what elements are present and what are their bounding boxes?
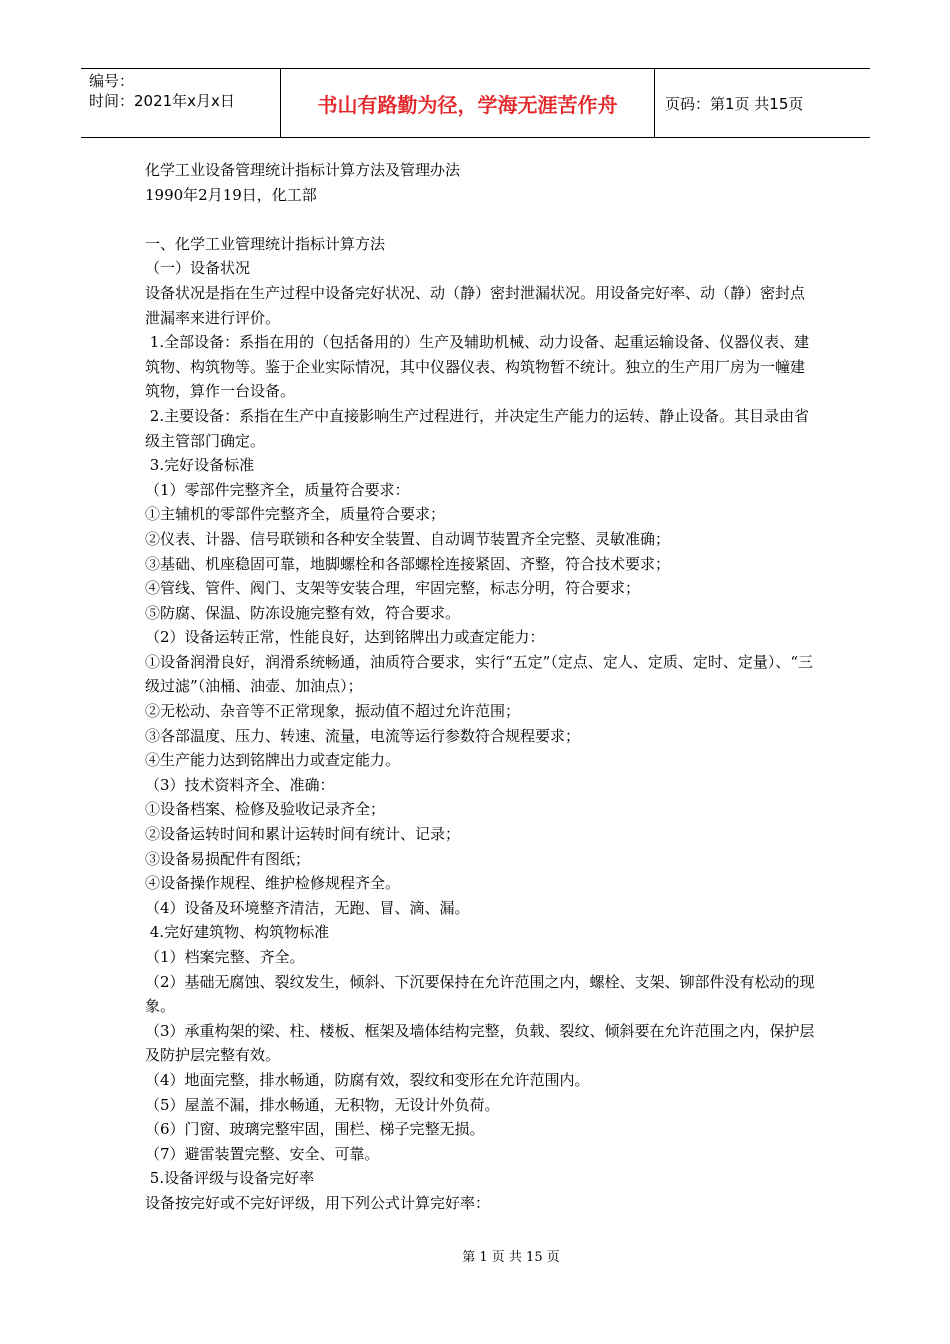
body-paragraph: ①主辅机的零部件完整齐全，质量符合要求； (145, 505, 446, 524)
body-paragraph: 2.主要设备：系指在生产中直接影响生产过程进行，并决定生产能力的运转、静止设备。其目录由省级主管部门确定。 (145, 406, 810, 450)
body-paragraph: 4.完好建筑物、构筑物标准 (145, 923, 330, 942)
body-paragraph: （3）承重构架的梁、柱、楼板、框架及墙体结构完整，负载、裂纹、倾斜要在允许范围之内，保护层及防护层完整有效。 (145, 1021, 815, 1065)
page-header (81, 68, 870, 138)
body-paragraph: ⑤防腐、保温、防冻设施完整有效，符合要求。 (145, 603, 461, 622)
body-paragraph: 5.设备评级与设备完好率 (145, 1169, 315, 1188)
body-paragraph: ①设备润滑良好，润滑系统畅通，油质符合要求，实行“五定”（定点、定人、定质、定时、定量）、“三级过滤”（油桶、油壶、加油点）； (145, 652, 814, 696)
document-body (145, 158, 815, 1216)
header-meta (81, 69, 281, 137)
body-paragraph: ③基础、机座稳固可靠，地脚螺栓和各部螺栓连接紧固、齐整，符合技术要求； (145, 554, 671, 573)
body-paragraph: ②仪表、计器、信号联锁和各种安全装置、自动调节装置齐全完整、灵敏准确； (145, 529, 671, 548)
body-paragraph: （7）避雷装置完整、安全、可靠。 (145, 1144, 380, 1163)
body-paragraph: （一）设备状况 (145, 259, 251, 278)
body-paragraph: ①设备档案、检修及验收记录齐全； (145, 800, 386, 819)
body-paragraph: （4）设备及环境整齐清洁，无跑、冒、滴、漏。 (145, 898, 470, 917)
document-number-label: 编号： (89, 72, 135, 90)
header-motto: 书山有路勤为径，学海无涯苦作舟 (281, 69, 655, 137)
body-paragraph: 3.完好设备标准 (145, 456, 255, 475)
body-paragraph: 1.全部设备：系指在用的（包括备用的）生产及辅助机械、动力设备、起重运输设备、仪器仪表、建筑物、构筑物等。鉴于企业实际情况，其中仪器仪表、构筑物暂不统计。独立的生产用厂房为一幢建筑物，算作一台设备。 (145, 333, 810, 401)
body-paragraph: （2）设备运转正常，性能良好，达到铭牌出力或查定能力： (145, 628, 545, 647)
body-paragraph: ④设备操作规程、维护检修规程齐全。 (145, 874, 401, 893)
body-paragraph: 化学工业设备管理统计指标计算方法及管理办法 (145, 161, 461, 179)
body-paragraph: ④管线、管件、阀门、支架等安装合理，牢固完整，标志分明，符合要求； (145, 579, 641, 598)
body-paragraph: （1）档案完整、齐全。 (145, 948, 305, 966)
body-paragraph: ②设备运转时间和累计运转时间有统计、记录； (145, 825, 461, 844)
body-paragraph: 1990年2月19日，化工部 (145, 185, 317, 204)
body-paragraph: 设备状况是指在生产过程中设备完好状况、动（静）密封泄漏状况。用设备完好率、动（静）密封点泄漏率来进行评价。 (145, 283, 806, 327)
body-paragraph (145, 207, 815, 232)
header-page-info: 页码：第1页 共15页 (665, 94, 804, 113)
body-paragraph: ④生产能力达到铭牌出力或查定能力。 (145, 751, 401, 770)
body-paragraph: ③设备易损配件有图纸； (145, 849, 311, 868)
body-paragraph: （3）技术资料齐全、准确： (145, 775, 335, 794)
body-paragraph: （1）零部件完整齐全，质量符合要求： (145, 480, 410, 499)
body-paragraph: （6）门窗、玻璃完整牢固，围栏、梯子完整无损。 (145, 1120, 485, 1139)
document-time-label: 时间：2021年x月x日 (89, 92, 235, 110)
body-paragraph: ②无松动、杂音等不正常现象，振动值不超过允许范围； (145, 702, 521, 721)
body-paragraph: （4）地面完整，排水畅通，防腐有效，裂纹和变形在允许范围内。 (145, 1070, 590, 1089)
body-paragraph: ③各部温度、压力、转速、流量，电流等运行参数符合规程要求； (145, 726, 581, 745)
body-paragraph: （5）屋盖不漏，排水畅通，无积物，无设计外负荷。 (145, 1095, 500, 1114)
page-footer: 第 1 页 共 15 页 (462, 1250, 560, 1265)
body-paragraph: （2）基础无腐蚀、裂纹发生，倾斜、下沉要保持在允许范围之内，螺栓、支架、铆部件没有松动的现象。 (145, 972, 815, 1016)
body-paragraph: 一、化学工业管理统计指标计算方法 (145, 234, 386, 253)
body-paragraph: 设备按完好或不完好评级，用下列公式计算完好率： (145, 1193, 491, 1212)
